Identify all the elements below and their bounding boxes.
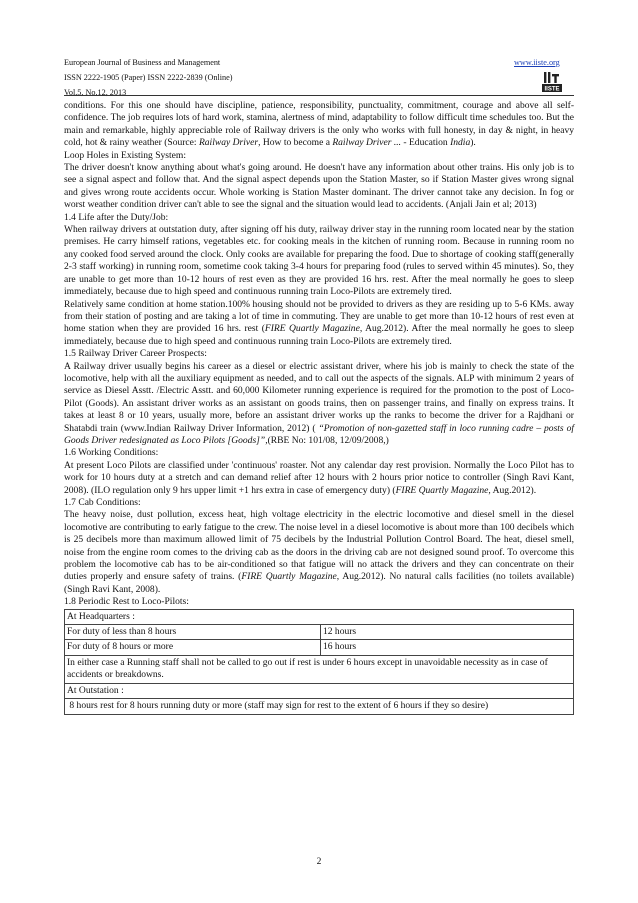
- table-cell-rest-16: 16 hours: [321, 640, 574, 655]
- paragraph-career-prospects: A Railway driver usually begins his career as a diesel or electric assistant driver, where his job is mainly to check the state of the locomotive, help with all the auxiliary equipment as needed, and to call out the aspects of the signals. ALP with minimum 2 years of service as Diesel Asstt. /Electric Asstt. and 60,000 Kilometer running experience is required for the promotion to the post of Loco-Pilot (Goods). An assistant driver works as an assistant on goods trains, then on passenger trains, and finally on express trains. It takes at least 8 or 10 years, usually more, before an assistant driver works up the ranks to become the driver for a Rajdhani or Shatabdi train (www.Indian Railway Driver Information, 2012) ( “Promotion of non-gazetted staff in loco running cadre – posts of Goods Driver redesignated as Loco Pilots [Goods]”,(RBE No: 101/08, 12/09/2008,): [64, 360, 574, 446]
- journal-header: [64, 55, 233, 100]
- table-cell-outstation-rule: 8 hours rest for 8 hours running duty or more (staff may sign for rest to the extent of 6 hours if they so desire): [65, 699, 574, 714]
- iiste-logo-text: IISTE: [544, 86, 560, 93]
- page-number: 2: [316, 857, 322, 867]
- paragraph-working-conditions: At present Loco Pilots are classified under 'continuous' roaster. Not any calendar day rest provision. Normally the Loco Pilot has to work for 10 hours duty at a stretch and can demand relief after 12 hours with 2 hours prior notice to controller (Singh Ravi Kant, 2008). (ILO regulation only 9 hrs upper limit +1 hrs extra in case of emergency duty) (FIRE Quartly Magazine, Aug.2012).: [64, 459, 574, 496]
- table-row: [65, 609, 574, 624]
- table-cell-rest-12: 12 hours: [321, 625, 574, 640]
- heading-periodic-rest: 1.8 Periodic Rest to Loco-Pilots:: [64, 596, 189, 608]
- table-row: [65, 640, 574, 655]
- table-row: [65, 625, 574, 640]
- journal-volume: Vol.5, No.12, 2013: [64, 88, 127, 97]
- journal-url-link[interactable]: www.iiste.org: [514, 58, 560, 67]
- heading-loop-holes: Loop Holes in Existing System:: [64, 149, 186, 161]
- table-cell-outstation: At Outstation :: [65, 683, 574, 698]
- table-cell-duty-less-8: For duty of less than 8 hours: [65, 625, 321, 640]
- table-row: [65, 655, 574, 683]
- header-rule: [64, 95, 574, 96]
- journal-title: European Journal of Business and Management: [64, 58, 221, 67]
- journal-issn: ISSN 2222-1905 (Paper) ISSN 2222-2839 (Online): [64, 73, 233, 82]
- table-cell-headquarters: At Headquarters :: [65, 609, 574, 624]
- paragraph-railway-driver-role: conditions. For this one should have discipline, patience, responsibility, punctuality, commitment, courage and above all self-confidence. The job requires lots of hard work, stamina, alertness of mind, adaptability to follow difficult time schedules too. But the main and remarkable, highly appreciable role of Railway drivers is the only who works with full honesty, in day & night, in heavy cold, hot & rainy weather (Source: Railway Driver, How to become a Railway Driver ... - Education India).: [64, 100, 574, 149]
- periodic-rest-table: [64, 609, 574, 715]
- paragraph-home-station: Relatively same condition at home station.100% housing should not be provided to drivers as they are residing up to 5-6 KMs. away from their station of posting and are taking a lot of time in commuting. They are unable to get more than 10-12 hours of rest even at home station when they are provided 16 hrs. rest (FIRE Quartly Magazine, Aug.2012). After the meal normally he goes to sleep immediately, because due to high speed and continuous running train Loco-Pilots are extremely tired.: [64, 298, 574, 347]
- paragraph-cab-conditions: The heavy noise, dust pollution, excess heat, high voltage electricity in the electric locomotive and diesel smell in the diesel locomotive are contributing to early fatigue to the crew. The noise level in a diesel locomotive is about more than 100 decibels which is 25 decibels more than maximum allowed limit of 75 decibels by the Industrial Pollution Control Board. The heat, diesel smell, noise from the engine room comes to the driving cab as the doors in the driving cab are not designed sound proof. To overcome this problem the locomotive cab has to be air-conditioned so that fatigue will no attack the drivers and they can concentrate on their duties properly and ensure safety of trains. (FIRE Quartly Magazine, Aug.2012). No natural calls facilities (no toilets available) (Singh Ravi Kant, 2008).: [64, 509, 574, 595]
- table-row: [65, 683, 574, 698]
- paragraph-loop-holes: The driver doesn't know anything about what's going around. He doesn't have any information about other trains. His only job is to see a signal aspect and follow that. And the signal aspect depends upon the Station Master, so if Station Master gives wrong signal and gives wrong route accidents occur. Whole working is Station Master dominant. The driver cannot take any decision. In fog or worst weather condition driver can't able to see the signal and the situation would lead to accidents. (Anjali Jain et al; 2013): [64, 162, 574, 211]
- heading-cab-conditions: 1.7 Cab Conditions:: [64, 497, 141, 508]
- iiste-logo: [540, 71, 564, 93]
- heading-career-prospects: 1.5 Railway Driver Career Prospects:: [64, 348, 207, 360]
- article-body: [64, 100, 574, 715]
- paragraph-outstation-duty: When railway drivers at outstation duty, after signing off his duty, railway driver stay in the running room located near by the station premises. He carry himself rations, vegetables etc. for cooking meals in the kitchen of running room. Because in running room no any cooked food served around the clock. Only cooks are available for preparing the food. Due to shortage of cooking staff(generally 2-3 staff working) in running room, sometime cook taking 3-4 hours for preparing food (rules to served within 45 minutes). So, they are unable to get more than 10-12 hours of rest even as they are provided 16 hrs. rest. After the meal normally he goes to sleep immediately, because due to high speed and continuous running train Loco-Pilots are extremely tired.: [64, 224, 574, 298]
- table-row: [65, 699, 574, 714]
- table-cell-duty-8-more: For duty of 8 hours or more: [65, 640, 321, 655]
- table-cell-either-case: In either case a Running staff shall not be called to go out if rest is under 6 hours except in unavoidable necessity as in case of accidents or breakdowns.: [65, 655, 574, 683]
- heading-life-after-duty: 1.4 Life after the Duty/Job:: [64, 211, 169, 223]
- heading-working-conditions: 1.6 Working Conditions:: [64, 447, 159, 459]
